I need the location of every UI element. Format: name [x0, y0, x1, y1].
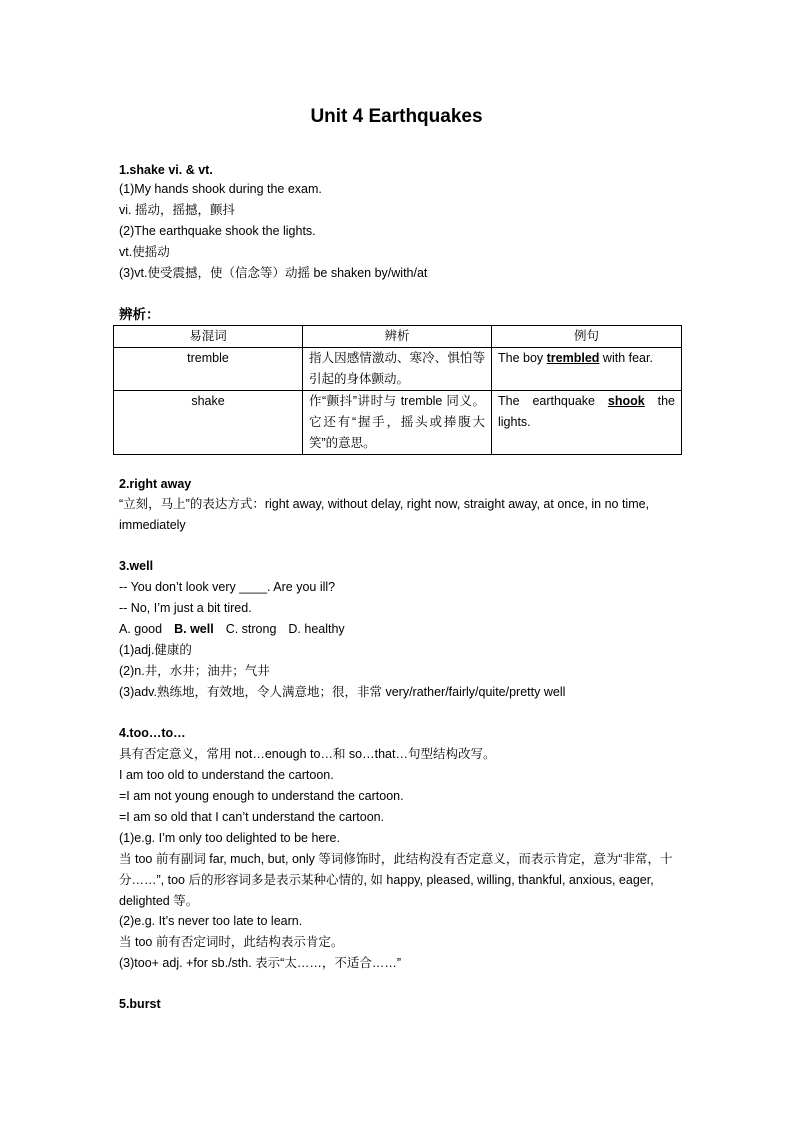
section-2-text: “立刻，马上”的表达方式：right away, without delay, right now, straight away, at once, in no time, immediately [119, 497, 650, 532]
section-3-meaning-3: (3)adv.熟练地，有效地，令人满意地；很，非常 very/rather/fairly/quite/pretty well [119, 685, 566, 699]
option-b: B. well [174, 622, 214, 636]
example-text: The boy [498, 351, 547, 365]
section-4-heading: 4.too…to… [119, 726, 186, 740]
section-4-line-1: 具有否定意义，常用 not…enough to…和 so…that…句型结构改写。 [119, 747, 496, 761]
table-cell-word: tremble [114, 348, 303, 391]
table-header-row [114, 326, 682, 348]
section-1-line-5: (3)vt.使受震撼，使（信念等）动摇 be shaken by/with/at [119, 266, 428, 280]
bianxi-heading: 辨析： [119, 307, 160, 322]
section-3-meaning-2: (2)n.井，水井；油井；气井 [119, 664, 270, 678]
section-4-line-3: =I am not young enough to understand the cartoon. [119, 789, 404, 803]
table-cell-analysis: 作“颤抖”讲时与 tremble 同义。它还有“握手，摇头或捧腹大笑”的意思。 [303, 391, 492, 455]
example-text: the lights. [498, 394, 675, 429]
option-c: C. strong [225, 622, 277, 636]
section-1-line-2: vi. 摇动，摇撼，颤抖 [119, 203, 235, 217]
section-2-heading: 2.right away [119, 477, 192, 491]
section-1-line-1: (1)My hands shook during the exam. [119, 182, 322, 196]
section-1-heading: 1.shake vi. & vt. [119, 163, 213, 177]
comparison-table [113, 325, 682, 455]
section-4-line-7: (2)e.g. It’s never too late to learn. [119, 914, 303, 928]
section-5-heading: 5.burst [119, 997, 161, 1011]
table-cell-example [492, 391, 682, 455]
section-3-question-1: -- You don’t look very ____. Are you ill? [119, 580, 336, 594]
section-3-options [119, 619, 689, 640]
example-keyword: shook [607, 394, 645, 408]
table-row [114, 391, 682, 455]
table-header: 例句 [492, 326, 682, 348]
option-d: D. healthy [288, 622, 345, 636]
section-3-question-2: -- No, I’m just a bit tired. [119, 601, 252, 615]
section-4-line-6: 当 too 前有副词 far, much, but, only 等词修饰时，此结构没有否定意义，而表示肯定，意为“非常，十分……”, too 后的形容词多是表示某种心情的, 如 happy, pleased, willing, thankful, anxious, eager, delighted 等。 [119, 852, 673, 908]
table-cell-example [492, 348, 682, 391]
page-title: Unit 4 Earthquakes [310, 106, 483, 127]
table-header: 易混词 [114, 326, 303, 348]
example-keyword: trembled [546, 351, 600, 365]
section-4-line-9: (3)too+ adj. +for sb./sth. 表示“太……，不适合……” [119, 956, 402, 970]
section-4-line-2: I am too old to understand the cartoon. [119, 768, 334, 782]
section-1-line-3: (2)The earthquake shook the lights. [119, 224, 316, 238]
section-4-line-5: (1)e.g. I’m only too delighted to be here. [119, 831, 340, 845]
example-text: with fear. [599, 351, 653, 365]
section-4-line-4: =I am so old that I can’t understand the cartoon. [119, 810, 385, 824]
example-text: The earthquake [498, 394, 608, 408]
section-3-heading: 3.well [119, 559, 154, 573]
section-4-line-8: 当 too 前有否定词时，此结构表示肯定。 [119, 935, 344, 949]
option-a: A. good [119, 622, 163, 636]
table-row [114, 348, 682, 391]
section-3-meaning-1: (1)adj.健康的 [119, 643, 192, 657]
table-cell-word: shake [114, 391, 303, 455]
table-cell-analysis: 指人因感情激动、寒冷、惧怕等引起的身体颤动。 [303, 348, 492, 391]
section-1-line-4: vt.使摇动 [119, 245, 170, 259]
table-header: 辨析 [303, 326, 492, 348]
